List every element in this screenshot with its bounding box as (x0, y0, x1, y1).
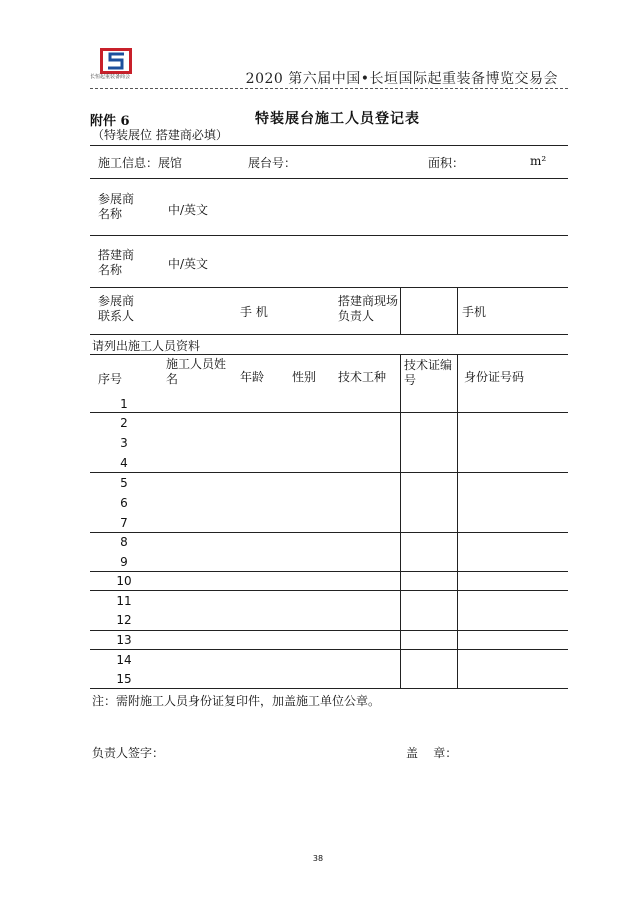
header-divider (90, 88, 568, 89)
form-title: 特装展台施工人员登记表 (255, 111, 420, 127)
exhibitor-name-label: 参展商名称 (98, 192, 135, 221)
col-header-id-no: 身份证号码 (464, 370, 525, 384)
table-row: 3 (120, 436, 128, 450)
table-row: 2 (120, 416, 128, 430)
exhibitor-name-field[interactable]: 中/英文 (168, 203, 209, 217)
table-row: 5 (120, 476, 128, 490)
logo-text: 长恒起重装备商会 (90, 74, 131, 80)
col-header-cert-no: 技术证编号 (404, 358, 453, 387)
table-row: 15 (116, 672, 132, 686)
header-title: 2020 第六届中国•长垣国际起重装备博览交易会 (245, 71, 558, 87)
builder-name-field[interactable]: 中/英文 (168, 257, 209, 271)
footnote: 注：需附施工人员身份证复印件，加盖施工单位公章。 (92, 694, 381, 708)
table-row: 10 (116, 574, 132, 588)
table-row: 11 (116, 594, 132, 608)
col-header-trade: 技术工种 (338, 370, 387, 384)
phone-label-2: 手机 (462, 305, 487, 319)
booth-number-label: 展台号： (248, 156, 297, 170)
staff-section-header: 请列出施工人员资料 (92, 339, 201, 353)
col-header-gender: 性别 (292, 370, 317, 384)
table-row: 8 (120, 535, 128, 549)
table-row: 13 (116, 633, 132, 647)
table-row: 9 (120, 555, 128, 569)
logo-icon (100, 48, 132, 74)
phone-label: 手 机 (240, 305, 268, 319)
exhibitor-contact-label: 参展商联系人 (98, 294, 135, 323)
area-unit: m² (530, 154, 547, 168)
signer-label: 负责人签字： (92, 746, 165, 760)
builder-onsite-manager-label: 搭建商现场负责人 (338, 294, 399, 323)
table-row: 12 (116, 613, 132, 627)
area-label: 面积： (428, 156, 465, 170)
seal-label: 盖 章： (406, 746, 458, 760)
page-number: 38 (312, 854, 324, 863)
construction-info-label: 施工信息：展馆 (98, 156, 183, 170)
table-row: 14 (116, 653, 132, 667)
builder-name-label: 搭建商名称 (98, 248, 135, 277)
col-header-age: 年龄 (240, 370, 265, 384)
table-row: 6 (120, 496, 128, 510)
form-note: （特装展位 搭建商必填） (92, 128, 228, 142)
col-header-seq: 序号 (98, 372, 123, 386)
attachment-label: 附件 6 (90, 114, 130, 129)
col-header-name: 施工人员姓名 (166, 357, 227, 386)
table-row: 4 (120, 456, 128, 470)
table-row: 7 (120, 516, 128, 530)
table-row: 1 (120, 397, 128, 411)
